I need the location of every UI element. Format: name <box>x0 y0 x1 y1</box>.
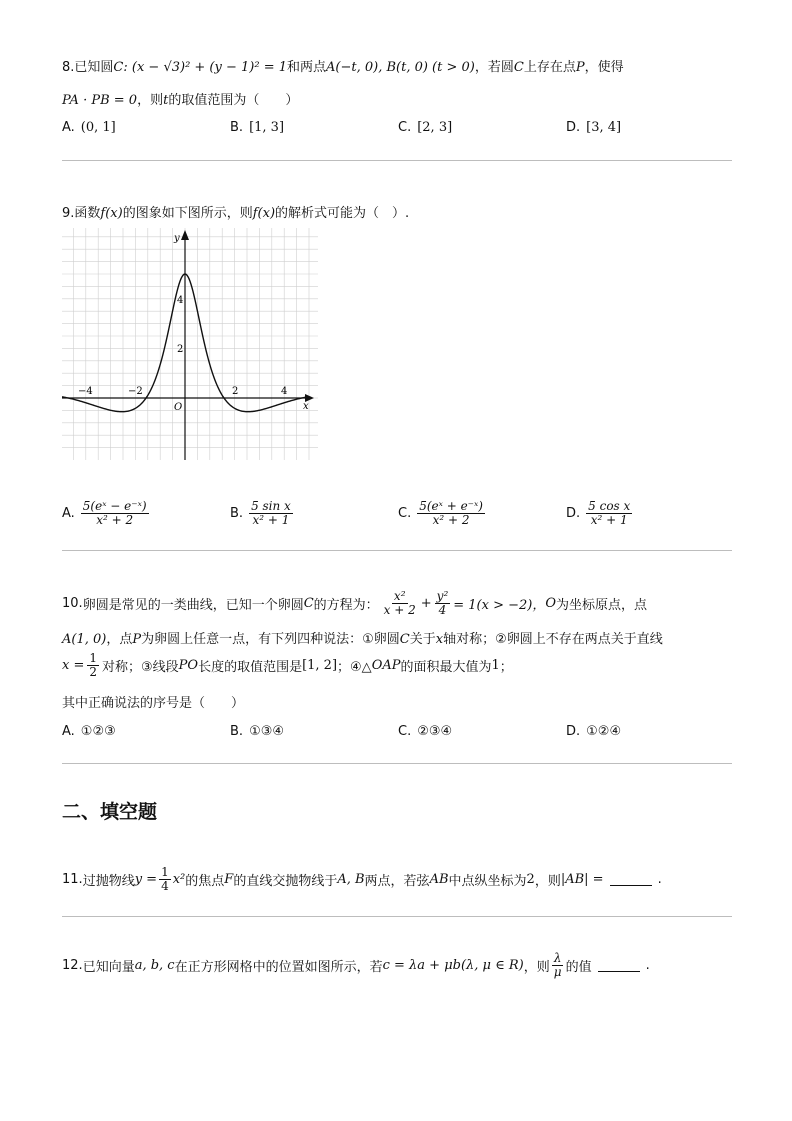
divider <box>62 550 732 551</box>
q9-number: 9. <box>62 206 75 221</box>
q9-option-a[interactable]: A. $\frac{\text{5(eˣ − e⁻ˣ)}}{\text{x² + 2}}$ <box>62 499 147 528</box>
x-axis-label: x <box>303 401 309 412</box>
q8-line2: PA · PB = 0，则t的取值范围为（ ） <box>62 93 299 108</box>
q8-option-a[interactable]: A. (0, 1] <box>62 120 116 135</box>
q9-option-b[interactable]: B. $\frac{\text{5 sin x}}{\text{x² + 1}}$ <box>230 499 291 528</box>
q11-number: 11. <box>62 872 83 888</box>
divider <box>62 916 732 917</box>
q10-number: 10. <box>62 596 83 612</box>
q8-option-b[interactable]: B. [1, 3] <box>230 120 285 135</box>
q10-option-b[interactable]: B. ①③④ <box>230 724 285 739</box>
q9-option-d[interactable]: D. $\frac{\text{5 cos x}}{\text{x² + 1}}$ <box>566 499 631 528</box>
y-tick-2: 2 <box>177 344 184 355</box>
q10-option-a[interactable]: A. ①②③ <box>62 724 116 739</box>
y-axis-arrow <box>181 230 189 240</box>
q11-answer-blank[interactable] <box>610 873 652 886</box>
graph-grid <box>62 228 318 460</box>
q9-line1: 9.函数f(x)的图象如下图所示，则f(x)的解析式可能为（ ）. <box>62 206 410 221</box>
q10-line2: A(1, 0)，点P为卵圆上任意一点，有下列四种说法：①卵圆C关于x轴对称；②卵圆上不存在两点关于直线 <box>62 632 663 647</box>
q8-circle-equation: C: (x − √3)² + (y − 1)² = 1 <box>113 60 287 75</box>
divider <box>62 763 732 764</box>
q12-answer-blank[interactable] <box>598 959 640 972</box>
x-tick-2: 2 <box>232 386 239 397</box>
q10-line4: 其中正确说法的序号是（ ） <box>62 696 245 711</box>
section-title: 二、填空题 <box>62 801 158 823</box>
q10-line3: x = $\frac{1}{2}$ 对称；③线段 PO 长度的取值范围是 [1, 2] ；④△ OAP 的面积最大值为 1 ； <box>62 651 513 680</box>
q10-option-d[interactable]: D. ①②④ <box>566 724 622 739</box>
q8-option-c[interactable]: C. [2, 3] <box>398 120 453 135</box>
q10-line1: 10. 卵圆是常见的一类曲线，已知一个卵圆 C 的方程为： $\frac{\text{x²}}{x + 2}$ + $\frac{\text{y²}}{4}$ = 1(x > −2)， O 为坐标原点，点 <box>62 589 648 618</box>
origin-label: O <box>174 402 183 413</box>
x-tick-4: 4 <box>281 386 288 397</box>
x-tick-neg4: −4 <box>78 386 93 397</box>
q8-points: A(−t, 0), B(t, 0) (t > 0) <box>326 60 475 75</box>
q8-number: 8. <box>62 60 75 75</box>
q9-option-c[interactable]: C. $\frac{\text{5(eˣ + e⁻ˣ)}}{\text{x² + 2}}$ <box>398 499 483 528</box>
q12-number: 12. <box>62 958 83 974</box>
y-tick-4: 4 <box>177 295 184 306</box>
q8-option-d[interactable]: D. [3, 4] <box>566 120 622 135</box>
q8-line1: 8.已知圆C: (x − √3)² + (y − 1)² = 1和两点A(−t, 0), B(t, 0) (t > 0)，若圆C上存在点P，使得 <box>62 60 624 75</box>
q11-line: 11. 过抛物线 y = $\frac{1}{4}$ x² 的焦点 F 的直线交抛物线于 A, B 两点，若弦 AB 中点纵坐标为 2 ，则 |AB| = . <box>62 865 662 894</box>
y-axis-label: y <box>174 233 180 244</box>
divider <box>62 160 732 161</box>
q9-function-graph <box>62 228 318 460</box>
q12-line: 12. 已知向量 a, b, c 在正方形网格中的位置如图所示，若 c = λa + μb(λ, μ ∈ R) ，则 $\frac{\lambda}{\mu}$ 的值 . <box>62 951 650 980</box>
q10-option-c[interactable]: C. ②③④ <box>398 724 453 739</box>
x-tick-neg2: −2 <box>128 386 143 397</box>
q8-dot-product: PA · PB = 0 <box>62 93 138 108</box>
